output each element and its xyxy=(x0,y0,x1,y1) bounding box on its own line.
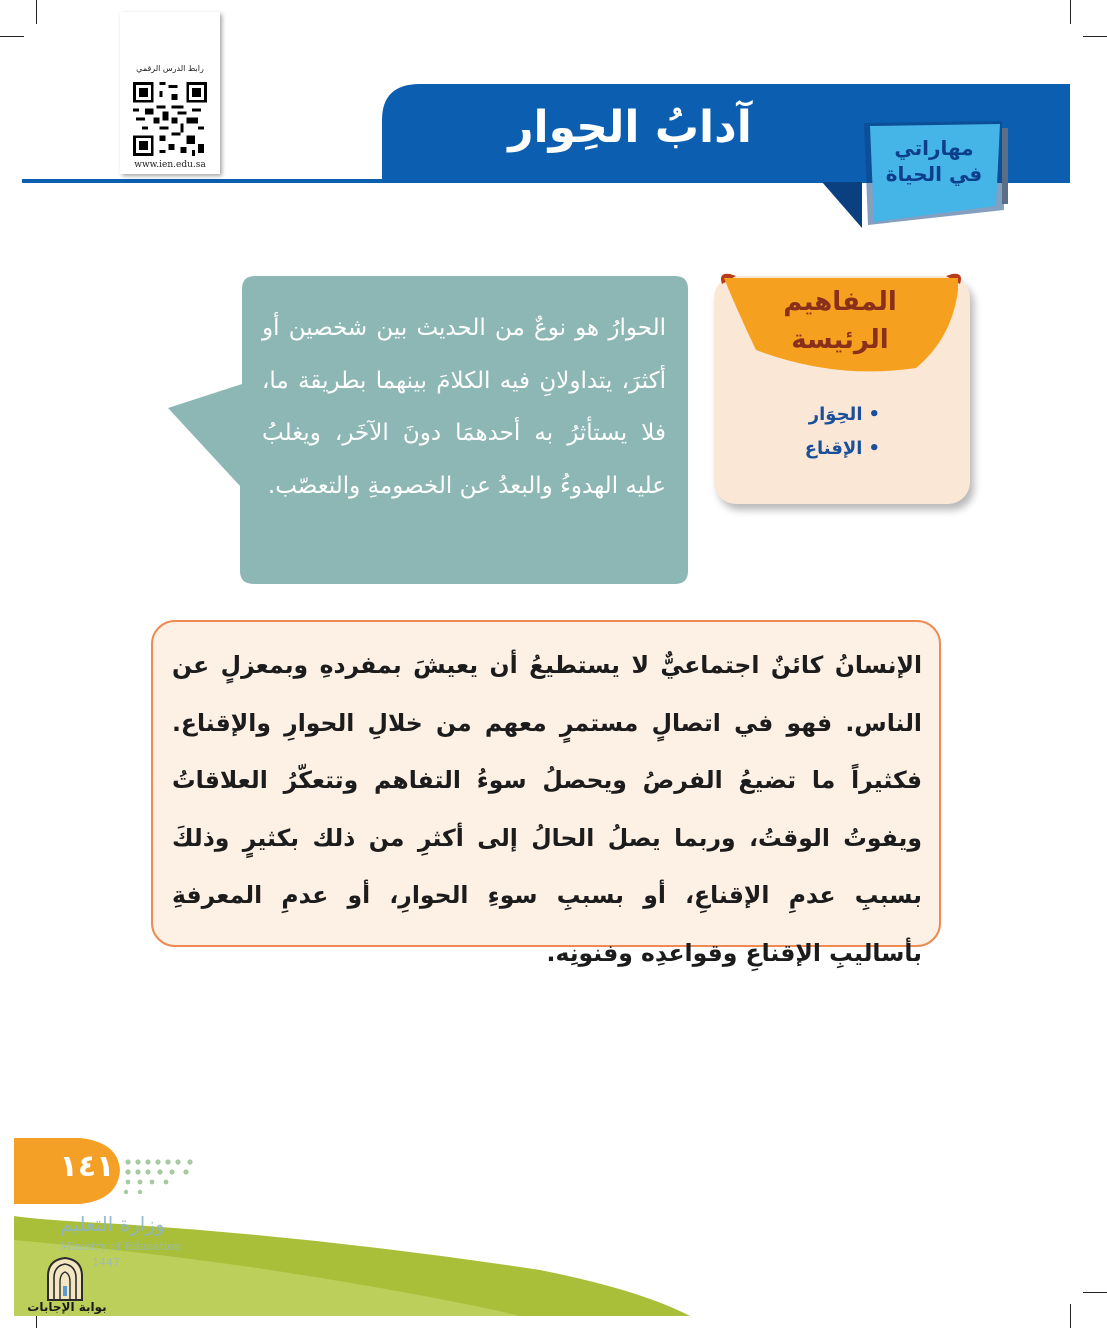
definition-text: الحوارُ هو نوعٌ من الحديث بين شخصين أو أكثرَ، يتداولانِ فيه الكلامَ بينهما بطريقة ما، فلا يستأثرُ به أحدهمَا دونَ الآخَر، ويغلبُ عليه الهدوءُ والبعدُ عن الخصومةِ والتعصّب. xyxy=(262,315,666,499)
answers-portal-logo-icon[interactable] xyxy=(44,1256,86,1302)
lesson-title: آدابُ الحِوار xyxy=(508,102,752,153)
qr-caption: رابط الدرس الرقمي xyxy=(136,64,204,73)
list-item: • الإقناع xyxy=(760,432,880,466)
ministry-logo-text-en: Ministry of Education xyxy=(60,1240,182,1253)
ministry-logo-text: وزارة التعليم xyxy=(60,1212,165,1236)
section-label xyxy=(876,135,992,187)
qr-card[interactable] xyxy=(120,12,220,174)
key-concepts-list xyxy=(760,398,880,466)
ministry-logo-year: 1447 xyxy=(92,1256,120,1269)
key-concepts-title-line2: الرئيسة xyxy=(791,325,889,355)
key-concepts-title xyxy=(760,283,920,359)
page-number: ١٤١ xyxy=(59,1149,115,1184)
list-item: • الحِوَار xyxy=(760,398,880,432)
answers-portal-text[interactable]: بوابة الإجابات xyxy=(27,1300,107,1314)
section-label-line2: في الحياة xyxy=(885,162,983,186)
section-label-line1: مهاراتي xyxy=(894,136,974,160)
qr-url[interactable]: www.ien.edu.sa xyxy=(134,160,206,170)
qr-code-icon[interactable] xyxy=(133,82,207,156)
key-concepts-title-line1: المفاهيم xyxy=(783,287,897,317)
main-paragraph-text: الإنسانُ كائنٌ اجتماعيٌّ لا يستطيعُ أن يعيشَ بمفردهِ وبمعزلٍ عن الناس. فهو في اتصالٍ مستمرٍ معهم من خلالِ الحوارِ والإقناع. فكثيراً ما تضيعُ الفرصُ ويحصلُ سوءُ التفاهم وتتعكّرُ العلاقاتُ ويفوتُ الوقتُ، وربما يصلُ الحالُ إلى أكثرِ من ذلك بكثيرٍ وذلكَ بسببِ عدمِ الإقناعِ، أو بسببِ سوءِ الحوارِ، أو عدمِ المعرفةِ بأساليبِ الإقناعِ وقواعدِه وفنونِه. xyxy=(172,651,922,967)
